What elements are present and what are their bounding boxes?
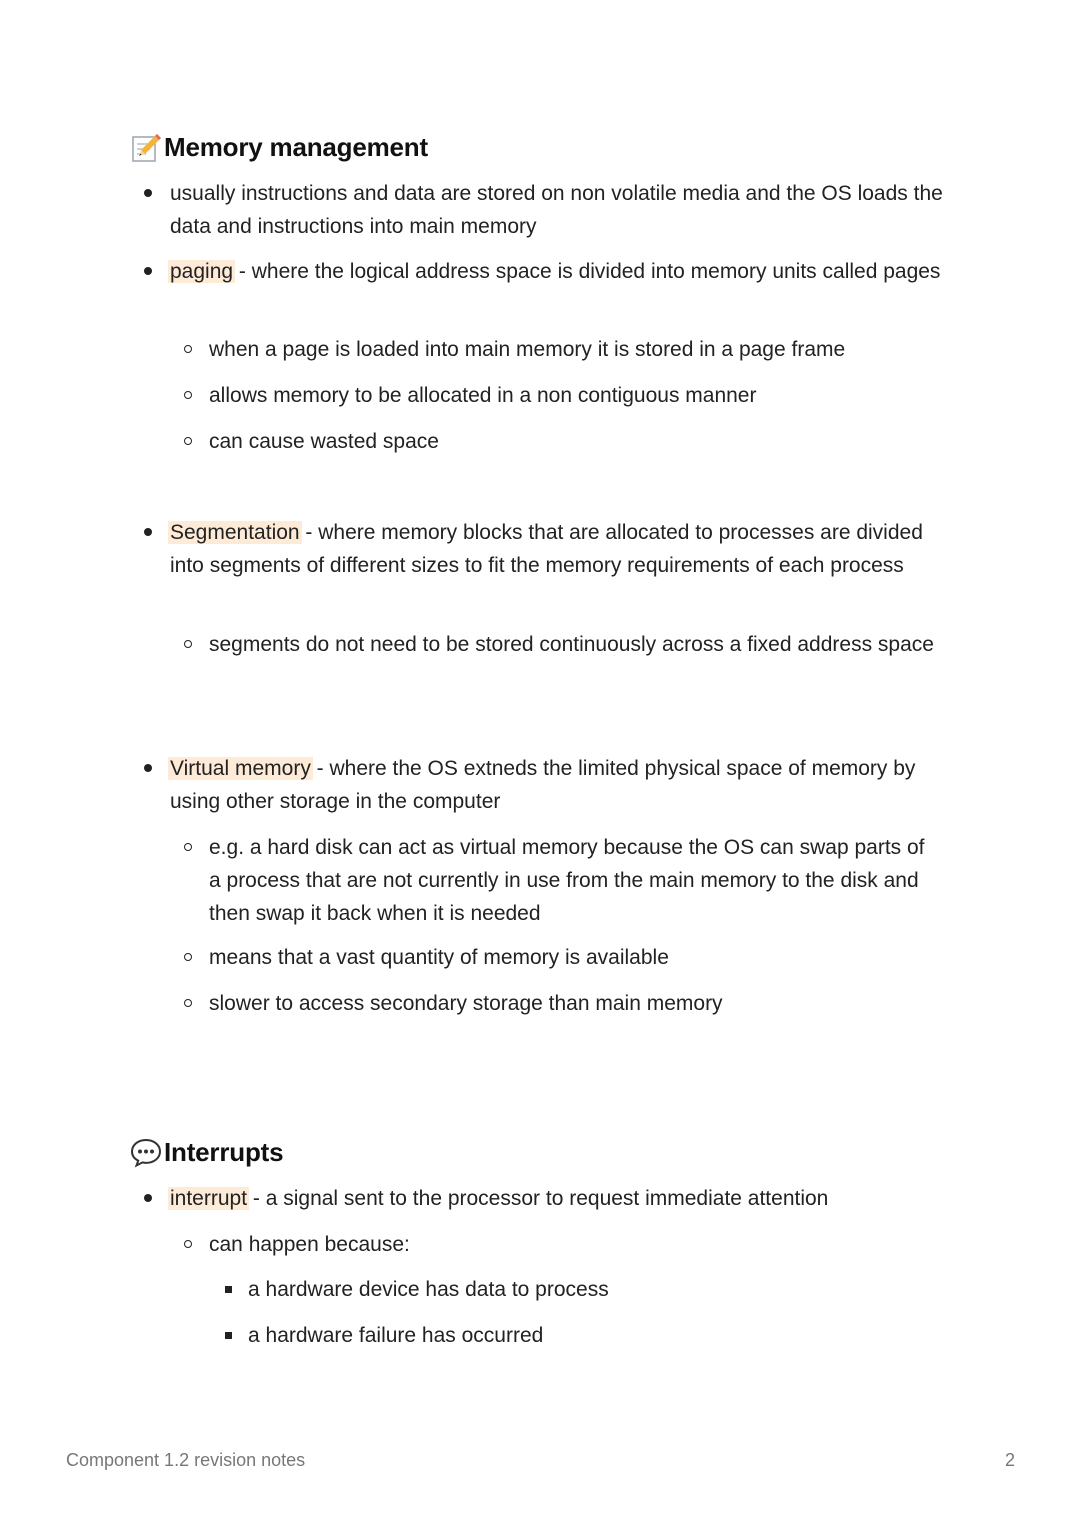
bullet-circle (184, 391, 192, 399)
bullet-circle (184, 1240, 192, 1248)
list-item: Virtual memory - where the OS extneds the limited physical space of memory by using other storage in the computer (170, 757, 916, 813)
term-segmentation: Segmentation (170, 521, 300, 544)
bullet-circle (184, 953, 192, 961)
list-item: paging - where the logical address space is divided into memory units called pages (170, 260, 941, 283)
memo-pencil-icon (130, 131, 162, 163)
bullet-square (225, 1286, 232, 1293)
bullet-circle (184, 345, 192, 353)
list-item: means that a vast quantity of memory is available (209, 946, 669, 969)
term-interrupt: interrupt (170, 1187, 248, 1210)
list-item: allows memory to be allocated in a non contiguous manner (209, 384, 757, 407)
list-item: when a page is loaded into main memory it is stored in a page frame (209, 338, 846, 361)
bullet-circle (184, 999, 192, 1007)
bullet-square (225, 1332, 232, 1339)
bullet-dot (144, 764, 152, 772)
list-item: segments do not need to be stored continuously across a fixed address space (209, 633, 934, 656)
list-item: can cause wasted space (209, 430, 439, 453)
list-item: a hardware failure has occurred (248, 1324, 544, 1347)
list-item: usually instructions and data are stored on non volatile media and the OS loads the data and instructions into main memory (170, 182, 943, 238)
term-virtual-memory: Virtual memory (170, 757, 311, 780)
section-title-text: Memory management (164, 132, 428, 162)
interrupts-heading (130, 1135, 283, 1169)
memory-management-heading (130, 130, 428, 164)
list-item: e.g. a hard disk can act as virtual memory because the OS can swap parts of a process that are not currently in use from the main memory to the disk and then swap it back when it is needed (209, 836, 925, 925)
term-paging: paging (170, 260, 234, 283)
bullet-circle (184, 437, 192, 445)
bullet-dot (144, 1194, 152, 1202)
page-number: 2 (1004, 1450, 1015, 1470)
bullet-dot (144, 267, 152, 275)
section-title-text: Interrupts (164, 1137, 284, 1167)
list-item: interrupt - a signal sent to the processor to request immediate attention (170, 1187, 829, 1210)
list-item: can happen because: (209, 1233, 410, 1256)
list-item: Segmentation - where memory blocks that are allocated to processes are divided into segments of different sizes to fit the memory requirements of each process (170, 521, 923, 577)
list-item: a hardware device has data to process (248, 1278, 609, 1301)
speech-bubble-icon (130, 1136, 162, 1168)
bullet-circle (184, 640, 192, 648)
bullet-circle (184, 843, 192, 851)
bullet-dot (144, 189, 152, 197)
footer-document-title: Component 1.2 revision notes (66, 1450, 306, 1470)
list-item: slower to access secondary storage than main memory (209, 992, 723, 1015)
bullet-dot (144, 528, 152, 536)
